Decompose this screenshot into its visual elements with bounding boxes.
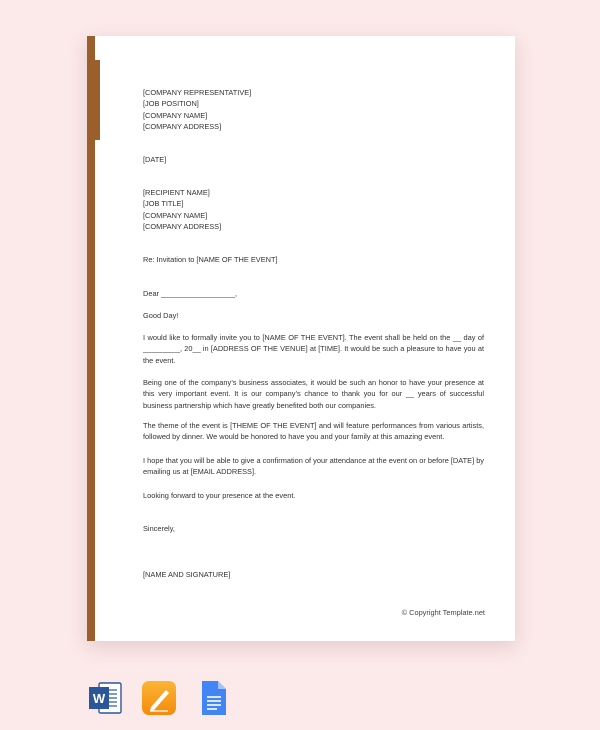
body-paragraph: The theme of the event is [THEME OF THE EVENT] and will feature performances from various artists, followed by dinner. We would be honored to have you and your family at this amazing event. — [143, 421, 484, 442]
body-paragraph: I hope that you will be able to give a confirmation of your attendance at the event on or before [DATE] by emailing us at [EMAIL ADDRESS]. — [143, 456, 484, 477]
recipient-line: [RECIPIENT NAME] — [143, 188, 210, 197]
closing: Sincerely, — [143, 524, 175, 533]
body-paragraph: I would like to formally invite you to [NAME OF THE EVENT]. The event shall be held on the __ day of _________, 20__ in [ADDRESS OF THE VENUE] at [TIME]. It would be such a pleasure to have you at the event. — [143, 333, 484, 365]
document-page — [87, 36, 515, 641]
sender-line: [JOB POSITION] — [143, 99, 199, 109]
body-paragraph: Being one of the company’s business associates, it would be such an honor to have your presence at this very important event. It is our company’s chance to thank you for our __ years of successful business partnership which have greatly benefited both our companies. — [143, 378, 484, 410]
document-spine — [87, 36, 95, 641]
sender-block — [143, 87, 484, 132]
subject-line: Re: Invitation to [NAME OF THE EVENT] — [143, 255, 278, 264]
body-paragraph: Looking forward to your presence at the event. — [143, 491, 296, 500]
recipient-line: [COMPANY NAME] — [143, 210, 208, 220]
signature-placeholder: [NAME AND SIGNATURE] — [143, 570, 231, 579]
sender-line: [COMPANY REPRESENTATIVE] — [143, 88, 252, 97]
copyright-notice: © Copyright Template.net — [401, 608, 485, 617]
microsoft-word-icon[interactable] — [87, 680, 123, 716]
greeting: Good Day! — [143, 311, 179, 320]
letter-date: [DATE] — [143, 155, 167, 164]
recipient-block — [143, 187, 484, 232]
recipient-line: [JOB TITLE] — [143, 199, 184, 209]
recipient-line: [COMPANY ADDRESS] — [143, 221, 222, 231]
document-spine-tab — [95, 60, 100, 140]
google-docs-icon[interactable] — [195, 680, 231, 716]
sender-line: [COMPANY NAME] — [143, 110, 208, 120]
sender-line: [COMPANY ADDRESS] — [143, 121, 222, 131]
salutation: Dear __________________, — [143, 289, 238, 298]
apple-pages-icon[interactable] — [141, 680, 177, 716]
svg-text:W: W — [92, 691, 106, 706]
